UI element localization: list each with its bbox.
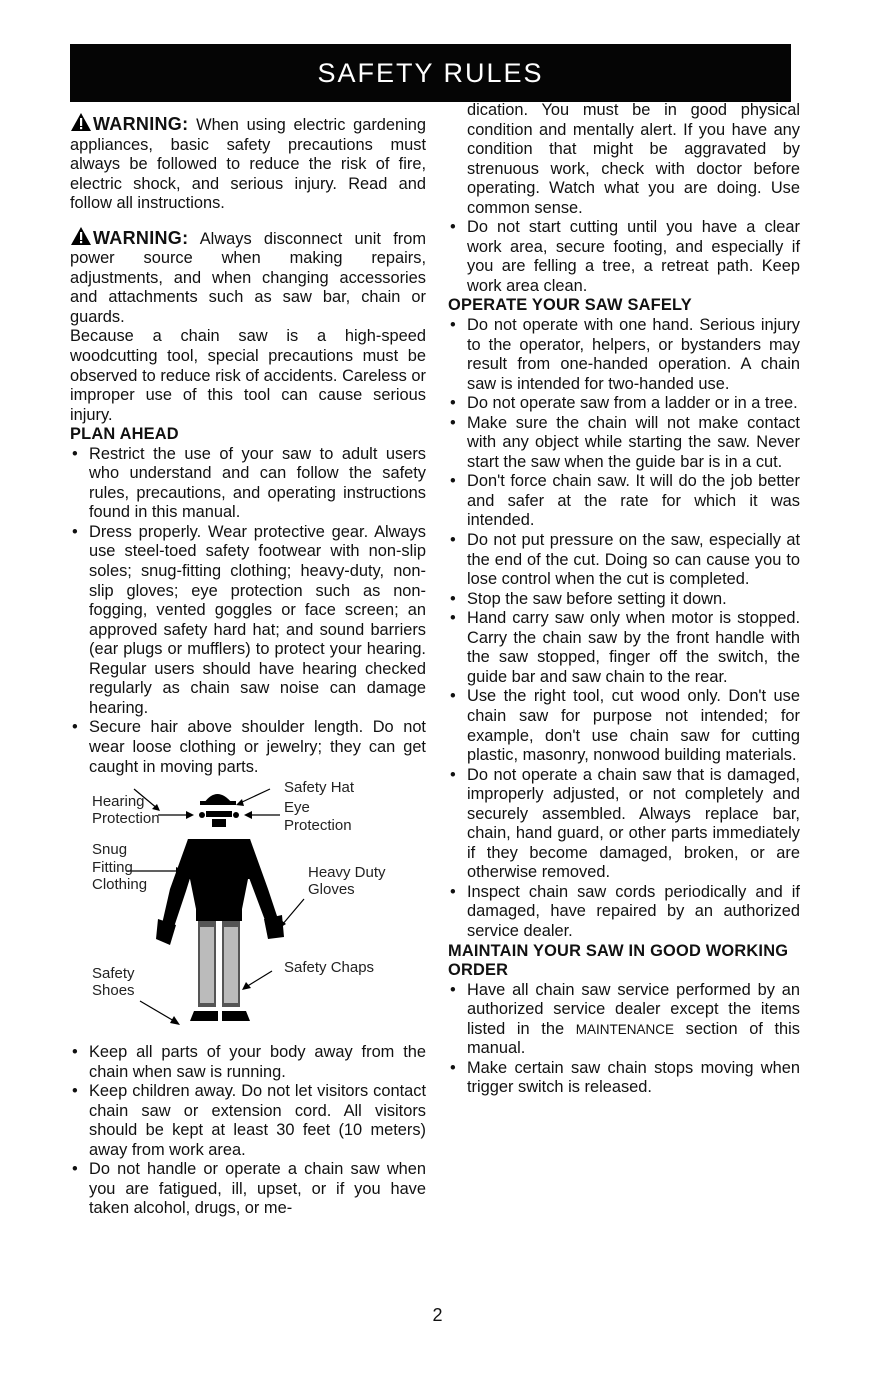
list-item: • Make sure the chain will not make contact with any object while starting the saw. Never start the saw when the guide bar is in a cut. [448, 414, 800, 473]
protective-gear-figure [70, 779, 426, 1039]
label-safety-hat: Safety Hat [284, 779, 355, 797]
label-clothing: Clothing [92, 876, 148, 894]
list-item: • Dress properly. Wear protective gear. Always use steel-toed safety footwear with non-slip soles; snug-fitting clothing; heavy-duty, non-slip gloves; eye protection such as non-fogging, vented goggles or face screen; an approved safety hard hat; and sound barriers (ear plugs or mufflers) to protect your hearing. Regular users should have hearing checked regularly as chain saw noise can damage hearing. [70, 523, 426, 718]
warning-electric [70, 112, 426, 214]
list-item: • Use the right tool, cut wood only. Don't use chain saw for purpose not intended; for example, don't use chain saw for cutting plastic, masonry, nonwood building materials. [448, 687, 800, 765]
list-item: • Secure hair above shoulder length. Do not wear loose clothing or jewelry; they can get caught in moving parts. [70, 718, 426, 777]
section-banner [70, 44, 791, 102]
page-number: 2 [432, 1305, 443, 1325]
list-item: • Inspect chain saw cords periodically and if damaged, have repaired by an authorized service dealer. [448, 883, 800, 942]
list-item: • Make certain saw chain stops moving when trigger switch is released. [448, 1059, 800, 1098]
list-item: • Hand carry saw only when motor is stopped. Carry the chain saw by the front handle with the saw stopped, finger off the switch, the guide bar and saw chain to the rear. [448, 609, 800, 687]
plan-ahead-list-continued [448, 218, 800, 296]
warning-disconnect [70, 226, 426, 328]
maintain-text-end: section of this manual. [467, 1019, 800, 1058]
right-column [448, 101, 800, 1098]
warning-triangle-icon [70, 112, 92, 132]
continued-paragraph: dication. You must be in good physical condition and mentally alert. If you have any condition that might be aggravated by strenuous work, check with doctor before operating. Watch what you are doing. Use common sense. [467, 101, 800, 217]
label-safety-chaps: Safety Chaps [284, 959, 375, 977]
maintain-list [448, 981, 800, 1098]
warning-label: WARNING: [93, 227, 189, 248]
list-item: • Keep children away. Do not let visitors contact chain saw or extension cord. All visitors should be kept at least 30 feet (10 meters) away from work area. [70, 1082, 426, 1160]
plan-ahead-heading: PLAN AHEAD [70, 425, 179, 444]
plan-ahead-list [70, 445, 426, 777]
list-item: • Do not put pressure on the saw, especially at the end of the cut. Doing so can cause you to lose control when the cut is completed. [448, 531, 800, 590]
warning-text: When using electric gardening appliances, basic safety precautions must always be followed to reduce the risk of fire, electric shock, and serious injury. Read and follow all instructions. [70, 116, 426, 213]
warning-text: Always disconnect unit from power source when making repairs, adjustments, and when changing accessories and attachments such as saw bar, chain or guards. [70, 229, 426, 326]
safety-list-continued [70, 1043, 426, 1219]
left-column [70, 112, 426, 1219]
label-fitting: Fitting [92, 859, 133, 877]
list-item: • Restrict the use of your saw to adult users who understand and can follow the safety rules, precautions, and operating instructions found in this manual. [70, 445, 426, 523]
list-item: • Do not operate with one hand. Serious injury to the operator, helpers, or bystanders may result from one-handed operation. A chain saw is intended for two-handed use. [448, 316, 800, 394]
label-eye-protection: Protection [284, 817, 352, 835]
label-hearing: Hearing [92, 793, 145, 811]
maintain-heading: MAINTAIN YOUR SAW IN GOOD WORKING ORDER [448, 941, 789, 980]
list-item: • Do not start cutting until you have a clear work area, secure footing, and especially if you are felling a tree, a retreat path. Keep work area clean. [448, 218, 800, 296]
list-item: • Do not operate saw from a ladder or in a tree. [448, 394, 800, 414]
warning-label: WARNING: [93, 114, 189, 134]
label-gloves: Gloves [308, 881, 355, 899]
label-safety: Safety [92, 965, 135, 983]
list-item [448, 981, 800, 1059]
intro-paragraph: Because a chain saw is a high-speed woodcutting tool, special precautions must be observed to reduce risk of accidents. Careless or improper use of this tool can cause serious injury. [70, 327, 426, 424]
list-item: • Don't force chain saw. It will do the job better and safer at the rate for which it was intended. [448, 472, 800, 531]
list-item: • Stop the saw before setting it down. [448, 590, 800, 610]
label-hearing-protection: Protection [92, 810, 160, 828]
maintenance-reference: MAINTENANCE [575, 1021, 674, 1037]
list-item: • Do not operate a chain saw that is damaged, improperly adjusted, or not completely and securely assembled. Always replace bar, chain, hand guard, or other parts immediately if they become damaged, broken, or are otherwise removed. [448, 766, 800, 883]
label-shoes: Shoes [92, 982, 135, 1000]
label-snug: Snug [92, 841, 128, 859]
label-heavy-duty: Heavy Duty [308, 864, 386, 882]
maintain-text: Have all chain saw service performed by an authorized service dealer except the items listed in the [467, 980, 800, 1038]
label-eye: Eye [284, 799, 310, 817]
list-item: • Keep all parts of your body away from the chain when saw is running. [70, 1043, 426, 1082]
operate-list [448, 316, 800, 942]
warning-triangle-icon [70, 226, 92, 246]
section-title: SAFETY RULES [317, 57, 544, 88]
list-item: • Do not handle or operate a chain saw when you are fatigued, ill, upset, or if you have taken alcohol, drugs, or me- [70, 1160, 426, 1219]
operate-heading: OPERATE YOUR SAW SAFELY [448, 296, 692, 315]
